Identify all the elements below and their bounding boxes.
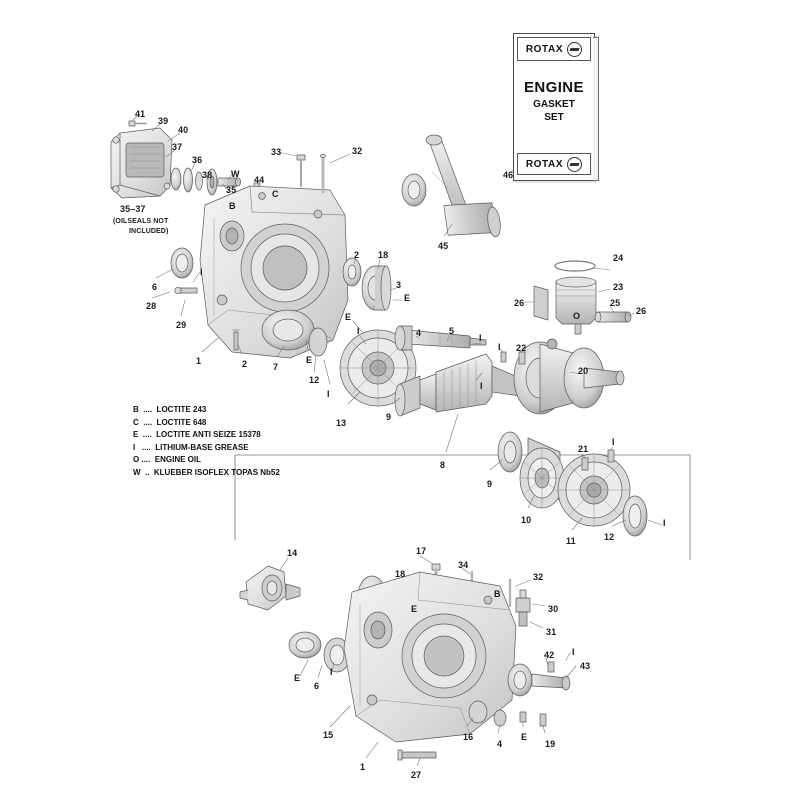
legend-line-b: B .... LOCTITE 243	[133, 405, 207, 414]
callout-i-29: I	[357, 326, 360, 336]
gasket-set-title: ENGINE	[524, 79, 584, 96]
callout-1-67: 1	[360, 762, 366, 772]
callout-33-11: 33	[271, 147, 282, 157]
callout-13-23: 13	[336, 418, 347, 428]
callout-46-53: 46	[503, 170, 514, 180]
callout-22-44: 22	[516, 343, 527, 353]
callout-41-0: 41	[135, 109, 146, 119]
callout-i-35: I	[480, 381, 483, 391]
callout-17-55: 17	[416, 546, 427, 556]
gasket-set-subtitle-2: SET	[544, 112, 564, 123]
oilseal-note-line-1: 35–37	[120, 204, 146, 214]
legend-line-i: I .... LITHIUM-BASE GREASE	[133, 442, 249, 452]
callout-i-40: I	[663, 518, 666, 528]
callout-26-46: 26	[514, 298, 525, 308]
callout-14-54: 14	[287, 548, 298, 558]
callout-21-41: 21	[578, 444, 589, 454]
rotax-logo-icon-bottom	[567, 157, 582, 172]
callout-6-64: 6	[314, 681, 320, 691]
callout-15-66: 15	[323, 730, 334, 740]
callout-i-42: I	[612, 437, 615, 447]
callout-7-19: 7	[273, 362, 279, 372]
callout-4-32: 4	[416, 328, 422, 338]
callout-16-69: 16	[463, 732, 474, 742]
callout-39-1: 39	[158, 116, 169, 126]
callout-6-13: 6	[152, 282, 158, 292]
callout-12-39: 12	[604, 532, 615, 542]
callout-b-58: B	[494, 589, 501, 599]
callout-c-9: C	[272, 189, 279, 199]
callout-1-17: 1	[196, 356, 202, 366]
callout-e-28: E	[345, 312, 352, 322]
callout-12-21: 12	[309, 375, 320, 385]
callout-32-12: 32	[352, 146, 363, 156]
legend-line-e: E .... LOCTITE ANTI SEIZE 15378	[133, 430, 261, 439]
callout-e-63: E	[294, 673, 301, 683]
gasket-set-header	[517, 37, 591, 61]
gasket-set-footer	[517, 153, 591, 175]
oilseal-note-line-2: (OILSEALS NOT	[113, 218, 169, 225]
callout-e-71: E	[521, 732, 528, 742]
brand-label-bottom: ROTAX	[525, 158, 564, 170]
callout-i-45: I	[498, 342, 501, 352]
callout-30-60: 30	[548, 604, 559, 614]
callout-9-30: 9	[386, 412, 392, 422]
callout-e-62: E	[411, 604, 418, 614]
legend	[133, 404, 280, 479]
callout-42-73: 42	[544, 650, 555, 660]
callout-i-34: I	[479, 333, 482, 343]
callout-20-43: 20	[578, 366, 589, 376]
brand-label-top: ROTAX	[525, 43, 564, 55]
callout-19-72: 19	[545, 739, 556, 749]
callout-i-14: I	[200, 267, 203, 277]
callout-b-10: B	[229, 201, 236, 211]
callout-32-59: 32	[533, 572, 544, 582]
callout-43-74: 43	[580, 661, 591, 671]
callout-3-26: 3	[396, 280, 402, 290]
callout-o-48: O	[573, 311, 581, 321]
callout-25-47: 25	[610, 298, 621, 308]
callout-i-22: I	[327, 389, 330, 399]
callout-29-16: 29	[176, 320, 187, 330]
callout-31-61: 31	[546, 627, 557, 637]
callout-37-3: 37	[172, 142, 183, 152]
callout-40-2: 40	[178, 125, 189, 135]
callout-23-50: 23	[613, 282, 624, 292]
callout-e-20: E	[306, 355, 313, 365]
callout-34-57: 34	[458, 560, 469, 570]
callout-35-7: 35	[226, 185, 237, 195]
legend-line-o: O .... ENGINE OIL	[133, 455, 202, 464]
callout-27-68: 27	[411, 770, 422, 780]
gasket-set-subtitle-1: GASKET	[533, 99, 575, 110]
callout-36-4: 36	[192, 155, 203, 165]
callout-11-38: 11	[566, 536, 576, 546]
callout-2-18: 2	[242, 359, 248, 369]
oilseal-note-line-3: INCLUDED)	[129, 228, 169, 235]
callout-2-24: 2	[354, 250, 360, 260]
callout-24-51: 24	[613, 253, 624, 263]
callout-i-65: I	[330, 667, 333, 677]
callout-10-37: 10	[521, 515, 532, 525]
callout-5-33: 5	[449, 326, 455, 336]
legend-line-c: C .... LOCTITE 648	[133, 417, 207, 427]
callout-18-25: 18	[378, 250, 389, 260]
callout-38-5: 38	[202, 170, 213, 180]
callout-28-15: 28	[146, 301, 157, 311]
callout-i-75: I	[572, 647, 575, 657]
callout-4-70: 4	[497, 739, 503, 749]
callout-44-8: 44	[254, 175, 265, 185]
callout-w-6: W	[231, 169, 240, 179]
rotax-logo-icon	[567, 42, 582, 57]
callout-9-36: 9	[487, 479, 493, 489]
callout-26-49: 26	[636, 306, 647, 316]
callout-45-52: 45	[438, 241, 449, 251]
callout-18-56: 18	[395, 569, 406, 579]
callout-e-27: E	[404, 293, 411, 303]
callout-8-31: 8	[440, 460, 446, 470]
gasket-set-box	[513, 33, 595, 181]
legend-line-w: W .. KLUEBER ISOFLEX TOPAS Nb52	[133, 467, 280, 477]
